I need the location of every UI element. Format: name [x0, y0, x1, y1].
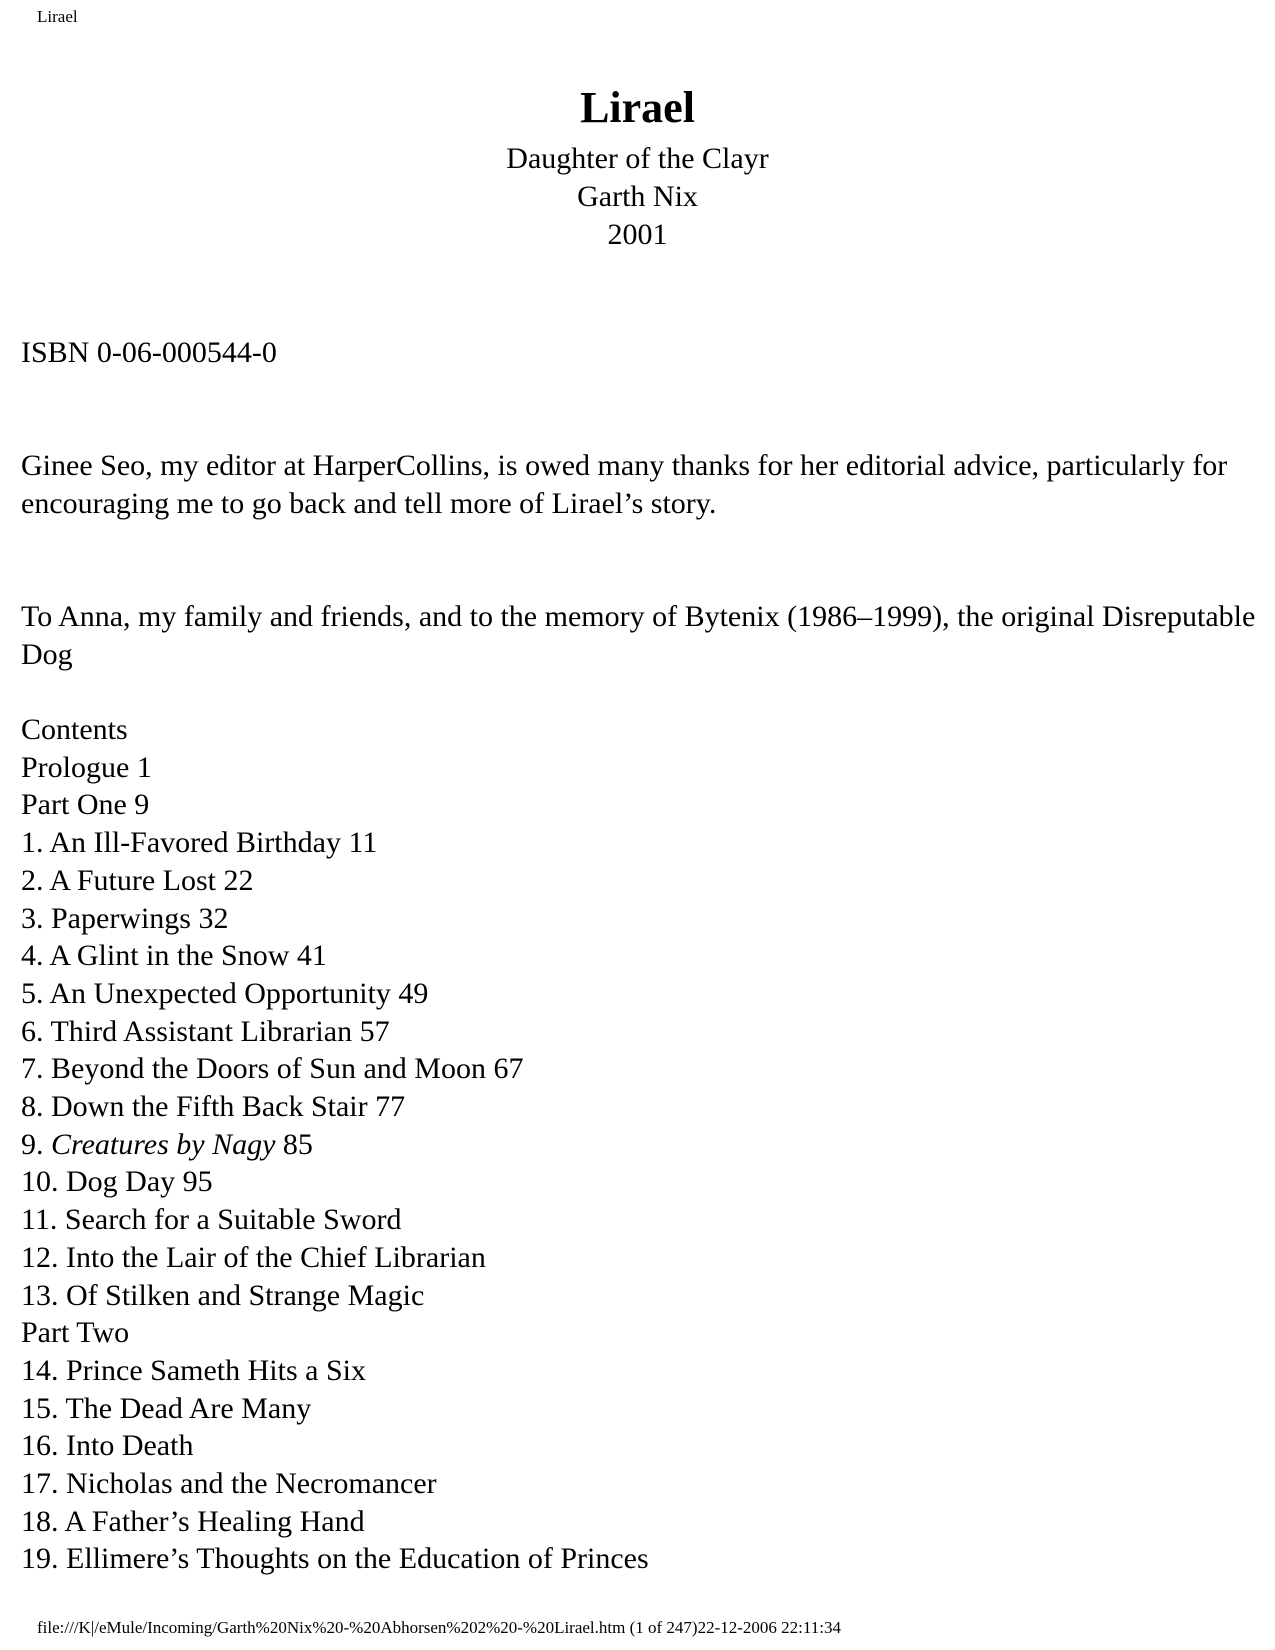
toc-entry-text-pre: 6. Third Assistant Librarian 57: [21, 1014, 390, 1048]
toc-entry: [21, 1201, 649, 1239]
toc-entry-text-pre: 14. Prince Sameth Hits a Six: [21, 1353, 366, 1387]
dedication-paragraph: To Anna, my family and friends, and to the memory of Bytenix (1986–1999), the original Disreputable Dog: [21, 600, 1256, 671]
toc-entries-list: [21, 749, 649, 1578]
isbn-line: ISBN 0-06-000544-0: [21, 336, 277, 369]
toc-entry: [21, 824, 649, 862]
toc-entry-text-pre: 11. Search for a Suitable Sword: [21, 1203, 402, 1237]
toc-entry-text-pre: 4. A Glint in the Snow 41: [21, 939, 327, 973]
table-of-contents: [21, 711, 649, 1578]
toc-entry-text-pre: 15. The Dead Are Many: [21, 1391, 312, 1425]
toc-entry-text-pre: 8. Down the Fifth Back Stair 77: [21, 1090, 406, 1124]
toc-entry: [21, 975, 649, 1013]
toc-entry: [21, 749, 649, 787]
acknowledgement-paragraph: Ginee Seo, my editor at HarperCollins, is owed many thanks for her editorial advice, particularly for encouraging me to go back and tell more of Lirael’s story.: [21, 449, 1228, 520]
page-header-title: Lirael: [37, 7, 78, 26]
toc-entry-text-pre: 9.: [21, 1127, 51, 1161]
toc-entry-text-post: 85: [275, 1127, 313, 1161]
toc-entry-text-pre: 5. An Unexpected Opportunity 49: [21, 976, 429, 1010]
toc-entry-text-pre: 2. A Future Lost 22: [21, 863, 254, 897]
toc-entry: [21, 1277, 649, 1315]
toc-entry: [21, 1352, 649, 1390]
toc-entry: [21, 1088, 649, 1126]
toc-entry-text-pre: 19. Ellimere’s Thoughts on the Education of Princes: [21, 1542, 649, 1576]
toc-entry-text-pre: 7. Beyond the Doors of Sun and Moon 67: [21, 1052, 524, 1086]
toc-entry-text-pre: Part Two: [21, 1316, 130, 1350]
toc-entry-text-pre: Prologue 1: [21, 750, 152, 784]
contents-heading: Contents: [21, 713, 128, 746]
toc-entry-text-pre: 16. Into Death: [21, 1429, 194, 1463]
toc-entry: [21, 1013, 649, 1051]
toc-entry: [21, 1503, 649, 1541]
book-subtitle: Daughter of the Clayr: [506, 142, 769, 175]
book-year: 2001: [607, 218, 668, 251]
toc-entry: [21, 862, 649, 900]
toc-entry-text-pre: 1. An Ill-Favored Birthday 11: [21, 826, 378, 860]
toc-entry-text-pre: Part One 9: [21, 788, 150, 822]
toc-entry: [21, 1163, 649, 1201]
toc-entry: [21, 1540, 649, 1578]
toc-entry-text-pre: 13. Of Stilken and Strange Magic: [21, 1278, 425, 1312]
toc-entry-text-it: Creatures by Nagy: [51, 1127, 276, 1161]
toc-entry: [21, 1465, 649, 1503]
toc-entry: [21, 900, 649, 938]
toc-entry: [21, 1427, 649, 1465]
toc-entry-text-pre: 18. A Father’s Healing Hand: [21, 1504, 365, 1538]
toc-entry: [21, 786, 649, 824]
toc-entry: [21, 1314, 649, 1352]
toc-entry-text-pre: 12. Into the Lair of the Chief Librarian: [21, 1240, 486, 1274]
toc-entry: [21, 1390, 649, 1428]
toc-entry: [21, 1126, 649, 1164]
book-title: Lirael: [580, 83, 695, 132]
toc-entry-text-pre: 17. Nicholas and the Necromancer: [21, 1467, 437, 1501]
book-author: Garth Nix: [577, 180, 698, 213]
toc-entry-text-pre: 3. Paperwings 32: [21, 901, 229, 935]
toc-entry-text-pre: 10. Dog Day 95: [21, 1165, 213, 1199]
toc-entry: [21, 937, 649, 975]
page-footer-file-info: file:///K|/eMule/Incoming/Garth%20Nix%20-%20Abhorsen%202%20-%20Lirael.htm (1 of 247)22-12-2006 22:11:34: [37, 1618, 841, 1637]
title-block: [0, 82, 1275, 254]
toc-entry: [21, 1239, 649, 1277]
toc-entry: [21, 1050, 649, 1088]
